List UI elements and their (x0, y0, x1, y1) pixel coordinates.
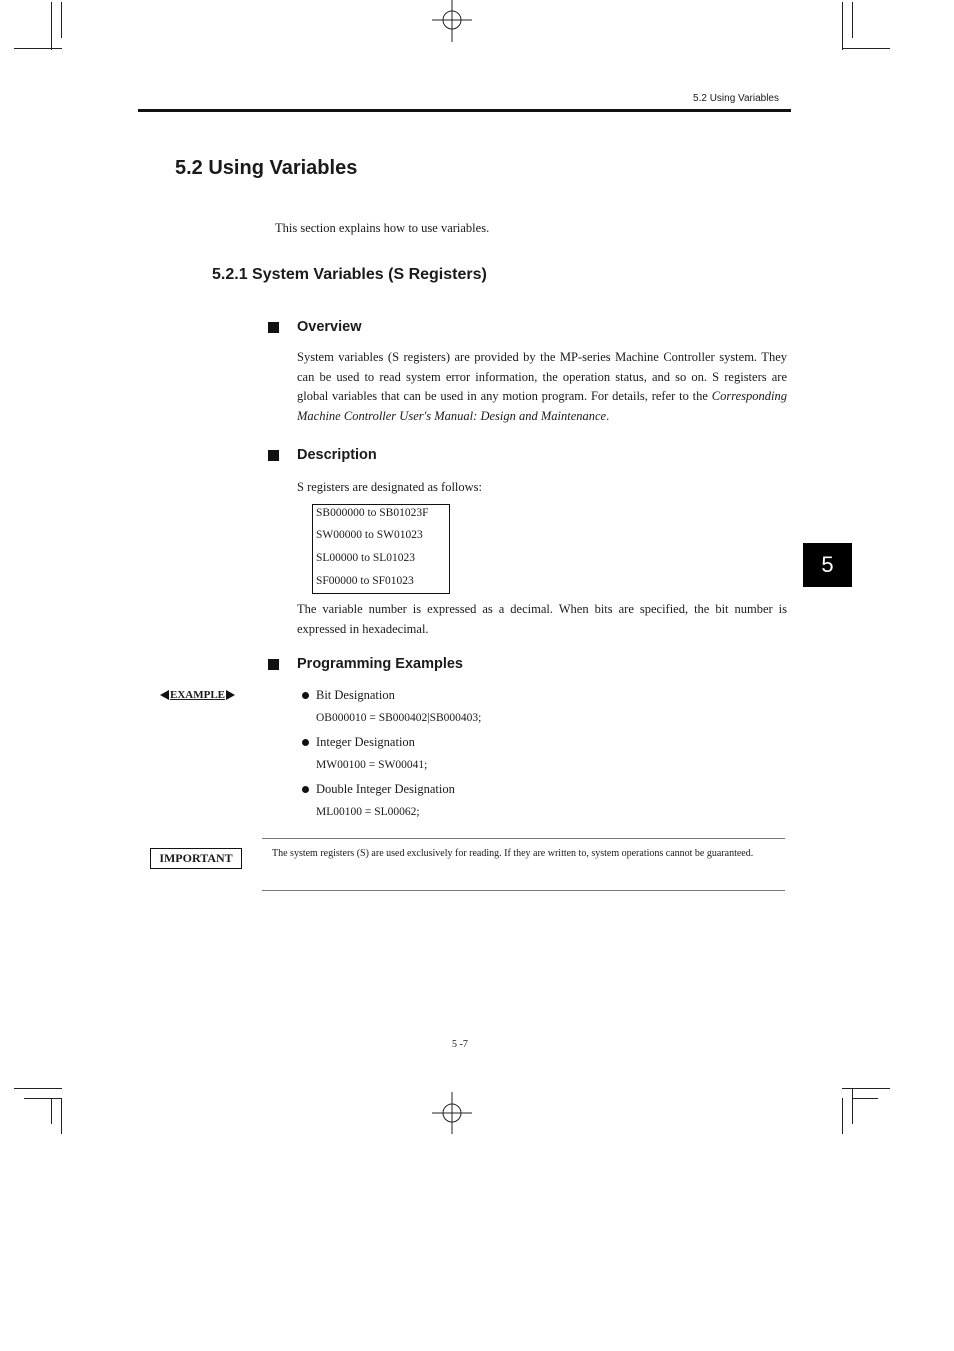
bullet-dot-icon (302, 786, 309, 793)
important-bottom-rule (262, 890, 785, 891)
square-bullet-icon (268, 322, 279, 333)
section-title: 5.2 Using Variables (175, 157, 358, 179)
subsection-title: 5.2.1 System Variables (S Registers) (212, 266, 487, 283)
overview-text: System variables (S registers) are provided by the MP-series Machine Controller system. They can be used to read system error information, the operation status, and so on. S registers are global variables that can be used in any motion program. For details, refer to the (297, 350, 787, 404)
register-range: SL00000 to SL01023 (316, 552, 416, 564)
square-bullet-icon (268, 659, 279, 670)
important-top-rule (262, 838, 785, 839)
list-item (302, 735, 415, 750)
example-code: ML00100 = SL00062; (316, 806, 420, 818)
register-range: SW00000 to SW01023 (316, 529, 423, 541)
header-rule (138, 109, 791, 112)
square-bullet-icon (268, 450, 279, 461)
example-code: OB000010 = SB000402|SB000403; (316, 712, 482, 724)
registration-mark-bottom (432, 1092, 472, 1134)
example-label-text: Bit Designation (316, 688, 395, 702)
example-label-text: Double Integer Designation (316, 782, 455, 796)
example-label-text: Integer Designation (316, 735, 415, 749)
overview-paragraph (297, 348, 787, 427)
list-item (302, 782, 455, 797)
bullet-dot-icon (302, 692, 309, 699)
page-number: 5 -7 (452, 1039, 468, 1050)
important-badge: IMPORTANT (150, 848, 242, 869)
chapter-tab: 5 (803, 543, 852, 587)
example-label: EXAMPLE (170, 689, 225, 701)
description-note: The variable number is expressed as a decimal. When bits are specified, the bit number is expressed in hexadecimal. (297, 602, 787, 636)
overview-text-end: . (606, 409, 610, 424)
bullet-dot-icon (302, 739, 309, 746)
section-intro: This section explains how to use variables. (275, 221, 490, 235)
register-range-box (312, 504, 450, 594)
register-range: SF00000 to SF01023 (316, 575, 414, 587)
overview-heading (268, 319, 362, 335)
triangle-right-icon (226, 690, 235, 700)
important-note: The system registers (S) are used exclusively for reading. If they are written to, system operations cannot be guaranteed. (272, 848, 754, 859)
running-header: 5.2 Using Variables (693, 93, 779, 104)
programming-examples-heading (268, 656, 463, 672)
example-code: MW00100 = SW00041; (316, 759, 428, 771)
description-lead: S registers are designated as follows: (297, 480, 483, 494)
registration-mark-top (432, 0, 472, 42)
triangle-left-icon (160, 690, 169, 700)
register-range: SB000000 to SB01023F (316, 507, 429, 519)
programming-examples-heading-label: Programming Examples (297, 656, 463, 672)
manual-reference: Corresponding Machine Controller User's Manual: Design and Maintenance (297, 389, 787, 424)
example-marker (160, 689, 235, 701)
description-heading (268, 447, 377, 463)
list-item (302, 688, 395, 703)
description-heading-label: Description (297, 447, 377, 463)
overview-heading-label: Overview (297, 319, 362, 335)
